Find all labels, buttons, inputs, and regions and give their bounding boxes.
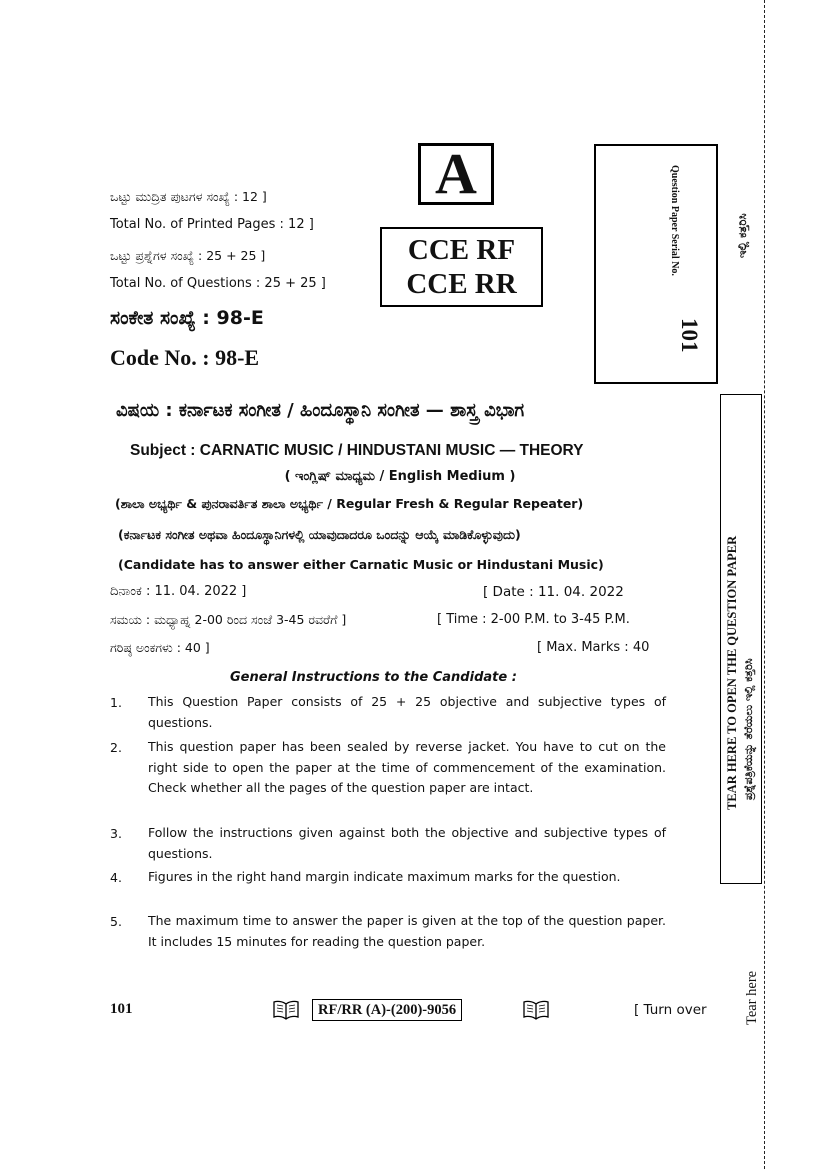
tear-instruction-kn: ಪ್ರಶ್ನೆಪತ್ರಿಕೆಯನ್ನು ತೆರೆಯಲು ಇಲ್ಲಿ ಕತ್ತರಿಸಿ (742, 658, 755, 800)
version-box (418, 143, 494, 205)
subject-en: Subject : CARNATIC MUSIC / HINDUSTANI MUSIC — THEORY (130, 442, 584, 459)
date-en: [ Date : 11. 04. 2022 (483, 584, 624, 600)
instruction-number: 1. (110, 695, 122, 710)
marks-kn: ಗರಿಷ್ಠ ಅಂಕಗಳು : 40 ] (110, 640, 210, 655)
serial-number: 101 (677, 318, 702, 353)
book-icon (522, 1000, 550, 1024)
tear-line (764, 0, 765, 1169)
date-kn: ದಿನಾಂಕ : 11. 04. 2022 ] (110, 584, 247, 599)
exam-type-box (380, 227, 543, 307)
turn-over-label: [ Turn over (634, 1002, 707, 1018)
instruction-text: This Question Paper consists of 25 + 25 objective and subjective types of questions. (148, 694, 666, 730)
time-en: [ Time : 2-00 P.M. to 3-45 P.M. (437, 612, 630, 627)
cut-here-kn: ಇಲ್ಲಿ ಕತ್ತರಿಸಿ (735, 213, 749, 258)
code-number-en: Code No. : 98-E (110, 345, 260, 370)
instruction-number: 4. (110, 870, 122, 885)
instruction-number: 3. (110, 826, 122, 841)
question-count-kn: ಒಟ್ಟು ಪ್ರಶ್ನೆಗಳ ಸಂಖ್ಯೆ : 25 + 25 ] (110, 248, 266, 263)
instruction-text: Figures in the right hand margin indicate maximum marks for the question. (148, 869, 621, 884)
tear-instruction-en: TEAR HERE TO OPEN THE QUESTION PAPER (725, 535, 739, 810)
subject-kn: ವಿಷಯ : ಕರ್ನಾಟಕ ಸಂಗೀತ / ಹಿಂದೂಸ್ಥಾನಿ ಸಂಗೀತ — ಶಾಸ್ತ್ರ ವಿಭಾಗ (116, 400, 525, 421)
candidate-category: (ಶಾಲಾ ಅಭ್ಯರ್ಥಿ & ಪುನರಾವರ್ತಿತ ಶಾಲಾ ಅಭ್ಯರ್ಥಿ / Regular Fresh & Regular Repeater) (115, 496, 584, 511)
instruction-text: Follow the instructions given against both the objective and subjective types of questions. (148, 825, 666, 861)
choice-kn: (ಕರ್ನಾಟಕ ಸಂಗೀತ ಅಥವಾ ಹಿಂದೂಸ್ಥಾನಿಗಳಲ್ಲಿ ಯಾವುದಾದರೂ ಒಂದನ್ನು ಆಯ್ಕೆ ಮಾಡಿಕೊಳ್ಳುವುದು) (118, 527, 521, 542)
printed-pages-kn: ಒಟ್ಟು ಮುದ್ರಿತ ಪುಟಗಳ ಸಂಖ್ಯೆ : 12 ] (110, 189, 267, 204)
paper-code: RF/RR (A)-(200)-9056 (312, 999, 462, 1021)
book-icon (272, 1000, 300, 1024)
question-count-en: Total No. of Questions : 25 + 25 ] (110, 276, 326, 291)
medium-line: ( ಇಂಗ್ಲಿಷ್ ಮಾಧ್ಯಮ / English Medium ) (284, 469, 516, 484)
instructions-heading: General Instructions to the Candidate : (230, 670, 517, 685)
instruction-text: The maximum time to answer the paper is given at the top of the question paper. It includes 15 minutes for reading the question paper. (148, 913, 666, 949)
instruction-number: 2. (110, 740, 122, 755)
choice-en: (Candidate has to answer either Carnatic Music or Hindustani Music) (118, 557, 604, 572)
exam-type-rr: CCE RR (406, 268, 517, 300)
exam-type-rf: CCE RF (407, 234, 516, 266)
page-code: 101 (110, 1001, 133, 1017)
time-kn: ಸಮಯ : ಮಧ್ಯಾಹ್ನ 2-00 ರಿಂದ ಸಂಜೆ 3-45 ರವರೆಗೆ ] (110, 612, 347, 627)
printed-pages-en: Total No. of Printed Pages : 12 ] (110, 217, 314, 232)
version-letter: A (435, 141, 477, 206)
tear-here-label: Tear here (744, 970, 760, 1025)
code-number-kn: ಸಂಕೇತ ಸಂಖ್ಯೆ : 98-E (110, 307, 264, 329)
instruction-text: This question paper has been sealed by reverse jacket. You have to cut on the right side to open the paper at the time of commencement of the examination. Check whether all the pages of the question paper are intact. (148, 739, 666, 795)
marks-en: [ Max. Marks : 40 (537, 640, 650, 655)
instruction-number: 5. (110, 914, 122, 929)
serial-label: Question Paper Serial No. (669, 165, 680, 276)
